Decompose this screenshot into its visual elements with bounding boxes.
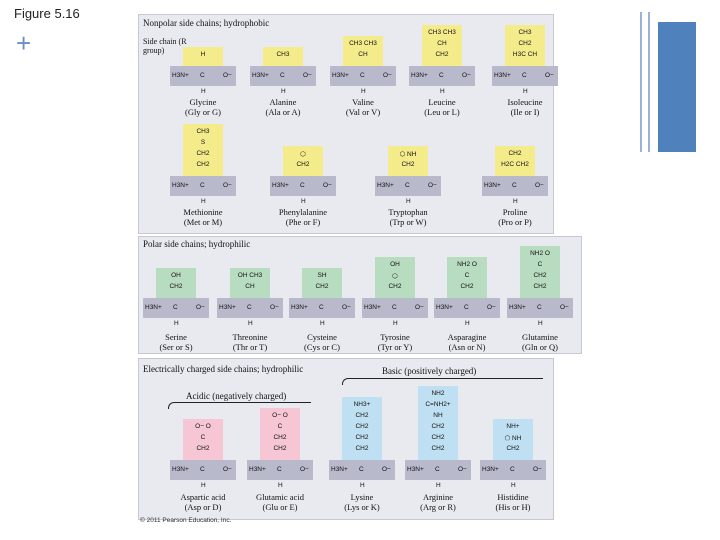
backbone-carboxyl: O− <box>382 466 391 473</box>
backbone-amine: H3N+ <box>484 182 501 189</box>
backbone-amine: H3N+ <box>407 466 424 473</box>
side-chain-atom: CH3 <box>196 128 210 135</box>
backbone-carbon: C <box>439 72 444 79</box>
backbone-h: H <box>511 482 516 489</box>
amino-acid-abbr: (Thr or T) <box>232 342 268 352</box>
backbone-h: H <box>393 320 398 327</box>
side-chain-atom: C=NH2+ <box>425 401 451 408</box>
backbone-carboxyl: O− <box>223 466 232 473</box>
amino-acid-abbr: (Ser or S) <box>159 342 193 352</box>
side-chain-atom: C <box>537 261 543 268</box>
side-chain-atom: CH2 <box>355 445 369 452</box>
amino-acid-name: Methionine <box>183 207 223 217</box>
amino-acid-abbr: (Ala or A) <box>265 107 301 117</box>
side-chain-atom: CH2 <box>355 434 369 441</box>
amino-acid-name: Aspartic acid <box>180 492 226 502</box>
side-chain-atom: CH2 <box>296 161 310 168</box>
backbone-carboxyl: O− <box>223 72 232 79</box>
amino-acid-abbr: (Cys or C) <box>304 342 340 352</box>
side-chain-atom: CH2 <box>431 434 445 441</box>
side-chain-atom: CH3 <box>276 51 290 58</box>
backbone-h: H <box>436 482 441 489</box>
amino-acid-name: Threonine <box>232 332 268 342</box>
side-chain-atom: NH2 O <box>457 261 477 268</box>
side-chain-atom: O− O <box>195 423 211 430</box>
backbone-h: H <box>174 320 179 327</box>
side-chain-atom: CH2 <box>388 283 402 290</box>
backbone-carboxyl: O− <box>323 182 332 189</box>
backbone-amine: H3N+ <box>436 304 453 311</box>
amino-acid-name: Leucine <box>428 97 456 107</box>
backbone-h: H <box>278 482 283 489</box>
backbone-carboxyl: O− <box>223 182 232 189</box>
basic-label: Basic (positively charged) <box>382 366 477 376</box>
side-chain-atom: NH2 <box>431 390 445 397</box>
backbone-carbon: C <box>277 466 282 473</box>
backbone-amine: H3N+ <box>411 72 428 79</box>
side-chain-atom: CH2 <box>273 434 287 441</box>
backbone-carboxyl: O− <box>342 304 351 311</box>
backbone-carbon: C <box>392 304 397 311</box>
backbone-carbon: C <box>464 304 469 311</box>
amino-acid-name: Asparagine <box>447 332 487 342</box>
amino-acid-name: Lysine <box>350 492 374 502</box>
backbone-amine: H3N+ <box>331 466 348 473</box>
backbone-carbon: C <box>359 466 364 473</box>
backbone-carbon: C <box>537 304 542 311</box>
backbone-carbon: C <box>510 466 515 473</box>
backbone-carboxyl: O− <box>383 72 392 79</box>
amino-acid-abbr: (His or H) <box>495 502 531 512</box>
amino-acid-abbr: (Glu or E) <box>262 502 298 512</box>
amino-acid-abbr: (Gln or Q) <box>522 342 558 352</box>
backbone-carbon: C <box>200 182 205 189</box>
backbone-carbon: C <box>247 304 252 311</box>
amino-acid-abbr: (Phe or F) <box>285 217 321 227</box>
side-chain-label: Side chain (R group) <box>143 37 187 55</box>
backbone-amine: H3N+ <box>482 466 499 473</box>
amino-acid-name: Valine <box>352 97 374 107</box>
backbone-amine: H3N+ <box>291 304 308 311</box>
backbone-carbon: C <box>280 72 285 79</box>
amino-acid-name: Glutamic acid <box>256 492 304 502</box>
basic-brace <box>342 378 543 385</box>
backbone-amine: H3N+ <box>332 72 349 79</box>
amino-acid-abbr: (Leu or L) <box>424 107 460 117</box>
side-chain-atom: ⬠ NH <box>504 435 522 442</box>
section-charged-label: Electrically charged side chains; hydrophilic <box>143 364 304 374</box>
side-chain-atom: CH <box>437 40 447 47</box>
backbone-amine: H3N+ <box>219 304 236 311</box>
side-chain-atom: H2C CH2 <box>501 161 529 168</box>
backbone-carbon: C <box>319 304 324 311</box>
side-chain-atom: CH <box>358 51 368 58</box>
backbone-h: H <box>360 482 365 489</box>
backbone-amine: H3N+ <box>172 466 189 473</box>
side-chain-atom: CH2 <box>506 445 520 452</box>
backbone-h: H <box>523 88 528 95</box>
amino-acid-name: Cysteine <box>307 332 337 342</box>
amino-acid-abbr: (Met or M) <box>183 217 223 227</box>
backbone-carbon: C <box>173 304 178 311</box>
backbone-amine: H3N+ <box>509 304 526 311</box>
decor-line <box>648 12 650 152</box>
amino-acid-abbr: (Trp or W) <box>389 217 427 227</box>
backbone-amine: H3N+ <box>494 72 511 79</box>
amino-acid-abbr: (Tyr or Y) <box>377 342 413 352</box>
backbone-carboxyl: O− <box>560 304 569 311</box>
backbone-carbon: C <box>200 72 205 79</box>
side-chain-atom: CH2 <box>431 423 445 430</box>
side-chain-atom: CH2 <box>196 150 210 157</box>
backbone-amine: H3N+ <box>172 72 189 79</box>
side-chain-atom: CH2 <box>518 40 532 47</box>
side-chain-atom: CH2 <box>435 51 449 58</box>
backbone-amine: H3N+ <box>364 304 381 311</box>
side-chain-atom: CH <box>245 283 255 290</box>
side-chain-atom: C <box>464 272 470 279</box>
side-chain-atom: H <box>200 51 206 58</box>
side-chain-atom: CH3 CH3 <box>428 29 456 36</box>
side-chain-atom: H3C CH <box>512 51 538 58</box>
side-chain-atom: ⬡ <box>392 273 398 280</box>
amino-acid-name: Arginine <box>422 492 454 502</box>
side-chain-atom: S <box>200 139 206 146</box>
backbone-h: H <box>201 88 206 95</box>
backbone-amine: H3N+ <box>377 182 394 189</box>
backbone-h: H <box>538 320 543 327</box>
backbone-h: H <box>281 88 286 95</box>
amino-acid-name: Alanine <box>269 97 297 107</box>
backbone-h: H <box>465 320 470 327</box>
side-chain-atom: CH2 <box>401 161 415 168</box>
amino-acid-abbr: (Asp or D) <box>184 502 222 512</box>
copyright-notice: © 2011 Pearson Education, Inc. <box>140 517 232 524</box>
amino-acid-name: Phenylalanine <box>278 207 328 217</box>
side-chain-atom: C <box>277 423 283 430</box>
backbone-h: H <box>201 198 206 205</box>
side-chain-atom: CH2 <box>196 445 210 452</box>
amino-acid-abbr: (Val or V) <box>345 107 381 117</box>
plus-icon: + <box>16 28 32 58</box>
backbone-carboxyl: O− <box>300 466 309 473</box>
backbone-carboxyl: O− <box>458 466 467 473</box>
backbone-carboxyl: O− <box>270 304 279 311</box>
backbone-carbon: C <box>512 182 517 189</box>
side-chain-atom: CH2 <box>533 272 547 279</box>
amino-acid-name: Glycine <box>189 97 217 107</box>
side-chain-atom: NH+ <box>506 423 520 430</box>
amino-acid-abbr: (Gly or G) <box>185 107 221 117</box>
backbone-h: H <box>301 198 306 205</box>
figure-title: Figure 5.16 <box>14 6 80 21</box>
section-nonpolar-label: Nonpolar side chains; hydrophobic <box>143 18 270 28</box>
side-chain-atom: CH2 <box>355 412 369 419</box>
section-polar-label: Polar side chains; hydrophilic <box>143 239 251 249</box>
side-chain-atom: NH3+ <box>353 401 371 408</box>
side-chain-atom: NH <box>433 412 443 419</box>
backbone-carbon: C <box>300 182 305 189</box>
backbone-carbon: C <box>435 466 440 473</box>
amino-acid-name: Tryptophan <box>388 207 428 217</box>
backbone-carbon: C <box>522 72 527 79</box>
amino-acid-name: Histidine <box>497 492 529 502</box>
amino-acid-name: Isoleucine <box>507 97 543 107</box>
backbone-h: H <box>406 198 411 205</box>
side-chain-atom: CH2 <box>315 283 329 290</box>
acidic-label: Acidic (negatively charged) <box>186 391 287 401</box>
side-chain-atom: CH2 <box>355 423 369 430</box>
amino-acid-name: Proline <box>502 207 528 217</box>
amino-acid-name: Tyrosine <box>380 332 410 342</box>
backbone-carbon: C <box>200 466 205 473</box>
side-chain-atom: CH2 <box>431 445 445 452</box>
side-chain-atom: SH <box>317 272 327 279</box>
backbone-carbon: C <box>360 72 365 79</box>
side-chain-atom: CH2 <box>196 161 210 168</box>
decor-line <box>640 12 642 152</box>
side-chain-atom: OH CH3 <box>237 272 263 279</box>
side-chain-atom: CH3 <box>518 29 532 36</box>
side-chain-atom: ⬡ <box>300 151 306 158</box>
backbone-carboxyl: O− <box>545 72 554 79</box>
side-chain-atom: OH <box>390 261 400 268</box>
side-chain-atom: CH2 <box>460 283 474 290</box>
amino-acid-name: Glutamine <box>522 332 558 342</box>
backbone-carboxyl: O− <box>303 72 312 79</box>
backbone-carboxyl: O− <box>462 72 471 79</box>
backbone-carboxyl: O− <box>487 304 496 311</box>
amino-acid-name: Serine <box>165 332 187 342</box>
backbone-h: H <box>513 198 518 205</box>
backbone-amine: H3N+ <box>145 304 162 311</box>
amino-acid-abbr: (Arg or R) <box>420 502 456 512</box>
backbone-h: H <box>320 320 325 327</box>
backbone-carbon: C <box>405 182 410 189</box>
backbone-h: H <box>440 88 445 95</box>
backbone-amine: H3N+ <box>249 466 266 473</box>
side-chain-atom: C <box>200 434 206 441</box>
side-chain-atom: O− O <box>272 412 288 419</box>
backbone-carboxyl: O− <box>533 466 542 473</box>
side-chain-atom: CH2 <box>533 283 547 290</box>
side-chain-atom: OH <box>171 272 181 279</box>
backbone-amine: H3N+ <box>272 182 289 189</box>
side-chain-atom: CH2 <box>273 445 287 452</box>
backbone-carboxyl: O− <box>196 304 205 311</box>
amino-acid-abbr: (Ile or I) <box>510 107 540 117</box>
amino-acid-abbr: (Lys or K) <box>344 502 380 512</box>
backbone-h: H <box>361 88 366 95</box>
backbone-carboxyl: O− <box>535 182 544 189</box>
backbone-h: H <box>201 482 206 489</box>
side-chain-atom: ⬡ NH <box>399 151 417 158</box>
side-chain-atom: CH2 <box>508 150 522 157</box>
backbone-carboxyl: O− <box>428 182 437 189</box>
backbone-h: H <box>248 320 253 327</box>
amino-acid-abbr: (Asn or N) <box>448 342 486 352</box>
side-chain-atom: NH2 O <box>530 250 550 257</box>
decor-bar <box>658 22 696 152</box>
side-chain-atom: CH2 <box>169 283 183 290</box>
side-chain-atom: CH3 CH3 <box>349 40 377 47</box>
backbone-carboxyl: O− <box>415 304 424 311</box>
backbone-amine: H3N+ <box>252 72 269 79</box>
backbone-amine: H3N+ <box>172 182 189 189</box>
amino-acid-abbr: (Pro or P) <box>498 217 532 227</box>
